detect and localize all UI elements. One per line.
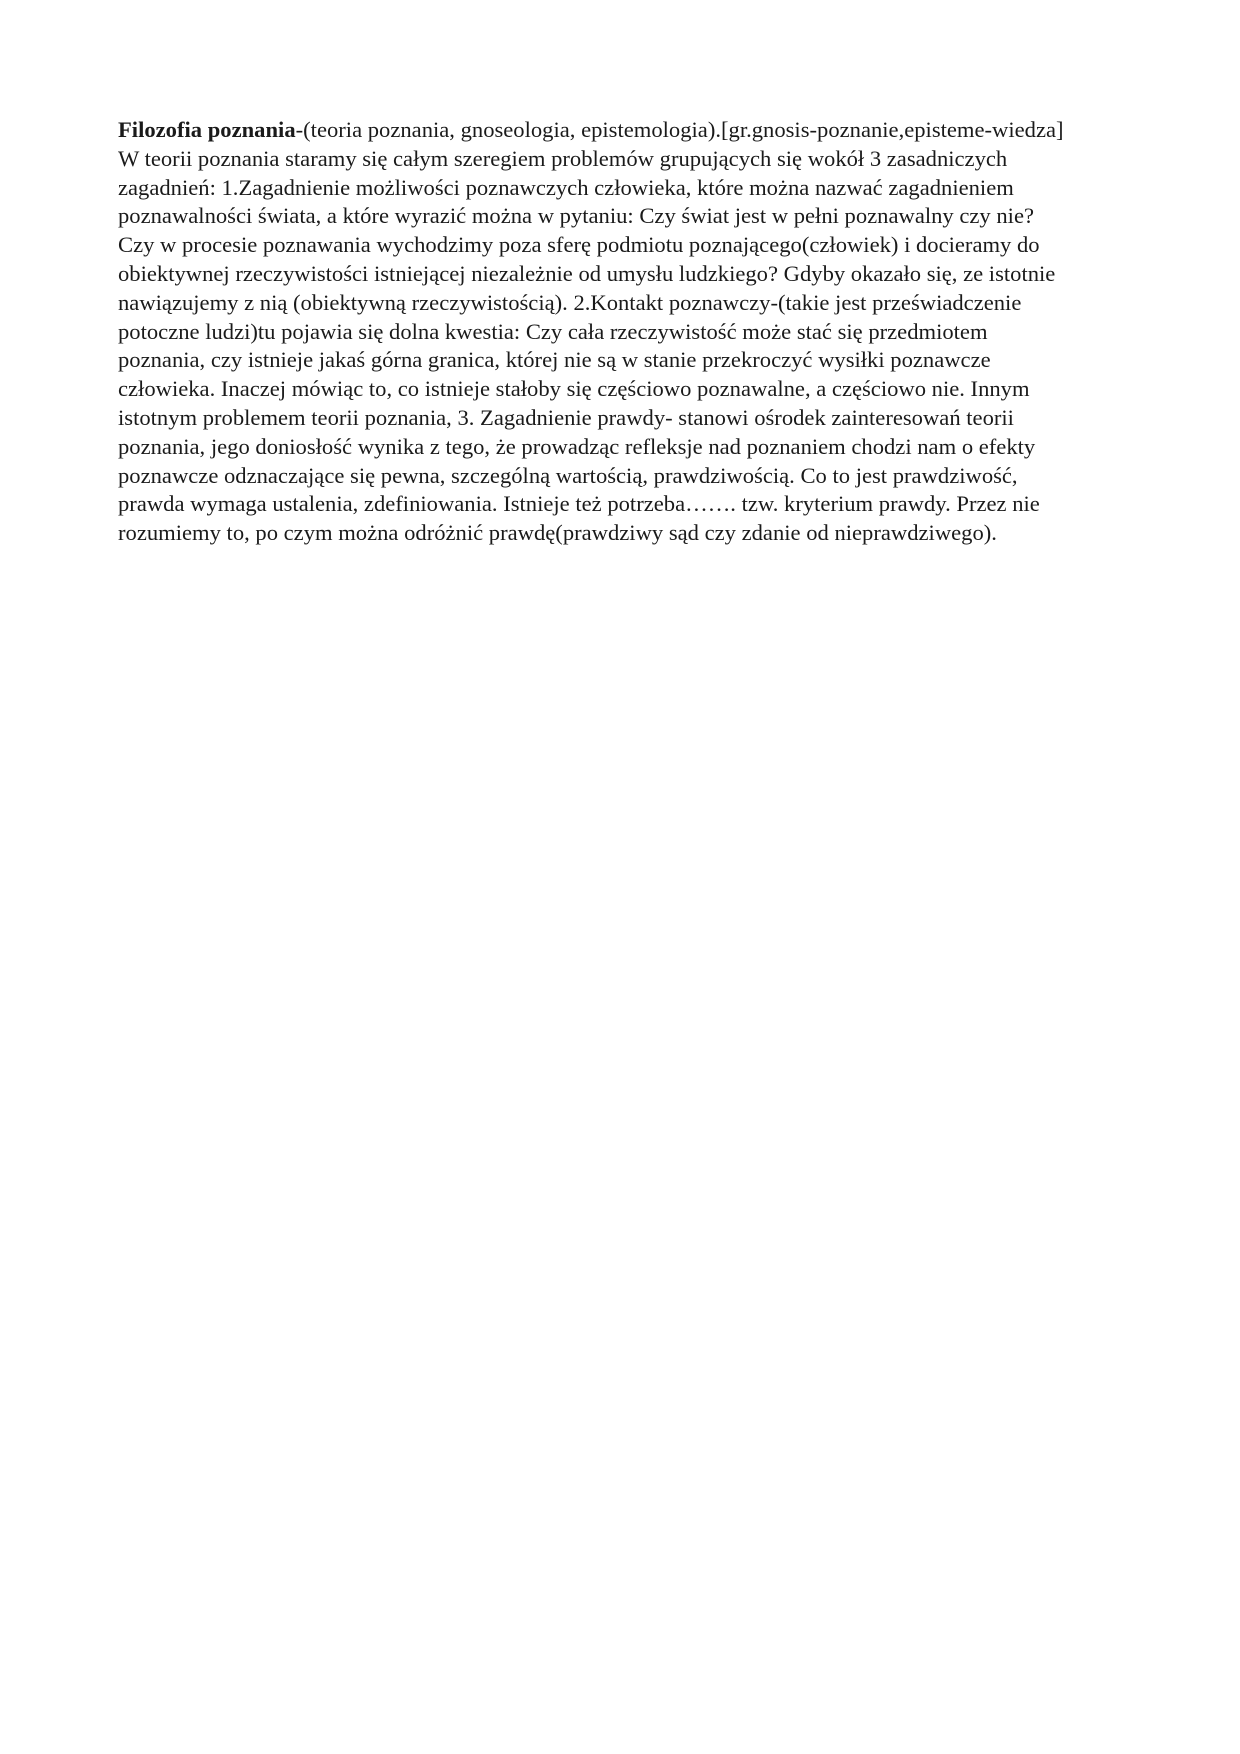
text-line-14: prawda wymaga ustalenia, zdefiniowania. Istnieje też potrzeba……. tzw. kryterium prawdy. Przez nie: [118, 491, 1040, 517]
text-line-10: człowieka. Inaczej mówiąc to, co istnieje stałoby się częściowo poznawalne, a częściowo nie. Innym: [118, 376, 1030, 402]
text-line-13: poznawcze odznaczające się pewna, szczególną wartością, prawdziwością. Co to jest prawdziwość,: [118, 462, 1018, 488]
text-line-1: [118, 116, 1168, 145]
text-line-1-rest: -(teoria poznania, gnoseologia, epistemologia).[gr.gnosis-poznanie,episteme-wiedza]: [295, 117, 1064, 142]
text-line-2: W teorii poznania staramy się całym szeregiem problemów grupujących się wokół 3 zasadniczych: [118, 145, 1008, 171]
document-body: [118, 116, 1168, 548]
text-line-6: obiektywnej rzeczywistości istniejącej niezależnie od umysłu ludzkiego? Gdyby okazało się, ze istotnie: [118, 260, 1056, 286]
text-line-9: poznania, czy istnieje jakaś górna granica, której nie są w stanie przekroczyć wysiłki poznawcze: [118, 347, 991, 373]
text-line-5: Czy w procesie poznawania wychodzimy poza sferę podmiotu poznającego(człowiek) i docieramy do: [118, 232, 1040, 258]
text-line-3: zagadnień: 1.Zagadnienie możliwości poznawczych człowieka, które można nazwać zagadnieniem: [118, 174, 1014, 200]
text-line-4: poznawalności świata, a które wyrazić można w pytaniu: Czy świat jest w pełni poznawalny czy nie?: [118, 203, 1034, 229]
text-line-11: istotnym problemem teorii poznania, 3. Zagadnienie prawdy- stanowi ośrodek zainteresowań teorii: [118, 404, 1014, 430]
text-line-7: nawiązujemy z nią (obiektywną rzeczywistością). 2.Kontakt poznawczy-(takie jest przeświadczenie: [118, 289, 1022, 315]
text-line-15: rozumiemy to, po czym można odróżnić prawdę(prawdziwy sąd czy zdanie od nieprawdziwego).: [118, 520, 997, 546]
document-heading: Filozofia poznania: [118, 117, 296, 142]
text-line-12: poznania, jego doniosłość wynika z tego, że prowadząc refleksje nad poznaniem chodzi nam o efekty: [118, 433, 1036, 459]
text-line-8: potoczne ludzi)tu pojawia się dolna kwestia: Czy cała rzeczywistość może stać się przedmiotem: [118, 318, 988, 344]
